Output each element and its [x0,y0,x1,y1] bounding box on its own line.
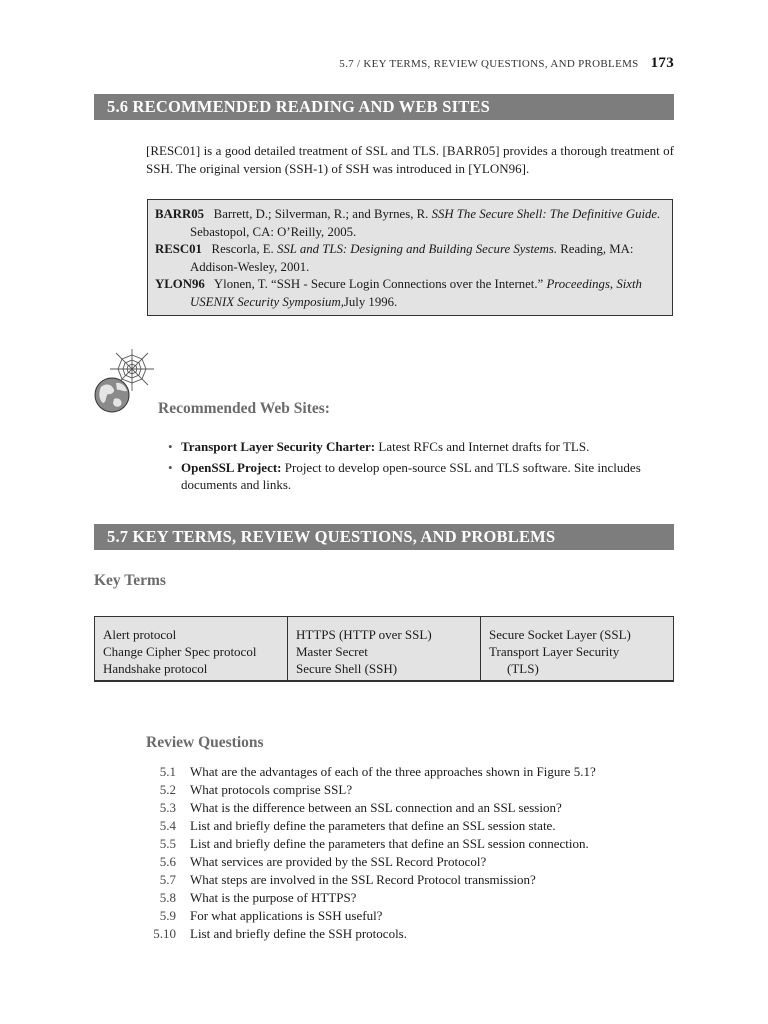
review-questions-heading: Review Questions [146,734,264,751]
section-5-7-heading: 5.7 KEY TERMS, REVIEW QUESTIONS, AND PROBLEMS [94,524,674,550]
reference-title: Proceedings, Sixth USENIX Security Symposium, [190,277,642,309]
reference-authors: Rescorla, E. [211,242,274,256]
question-number: 5.8 [159,890,176,905]
review-questions-list [146,763,674,943]
list-item [168,438,675,456]
reference-rest: Sebastopol, CA: O’Reilly, 2005. [190,224,357,239]
section-5-6-heading: 5.6 RECOMMENDED READING AND WEB SITES [94,94,674,120]
bullet-icon: • [168,459,173,475]
key-term: HTTPS (HTTP over SSL) [296,627,432,642]
reference-item [155,206,664,241]
question-text: For what applications is SSH useful? [190,908,383,923]
list-item [146,817,674,835]
question-text: What protocols comprise SSL? [190,782,353,797]
question-number: 5.9 [159,908,176,923]
page-number: 173 [650,55,674,71]
question-text: What services are provided by the SSL Record Protocol? [190,854,487,869]
list-item [146,925,674,943]
key-terms-column [95,617,288,680]
question-text: List and briefly define the SSH protocols. [190,926,407,941]
question-number: 5.2 [159,782,176,797]
key-term: Transport Layer Security [489,644,620,659]
list-item [146,907,674,925]
key-terms-heading: Key Terms [94,572,166,589]
key-term: Alert protocol [103,627,177,642]
site-name: Transport Layer Security Charter: [181,439,376,454]
question-text: List and briefly define the parameters that define an SSL session connection. [190,836,589,851]
key-term: (TLS) [507,661,539,676]
list-item [168,459,675,494]
running-head-text: 5.7 / KEY TERMS, REVIEW QUESTIONS, AND PROBLEMS [339,58,639,70]
running-head [0,55,674,72]
reading-intro: [RESC01] is a good detailed treatment of SSL and TLS. [BARR05] provides a thorough treatment of SSH. The original version (SSH-1) of SSH was introduced in [YLON96]. [146,143,674,176]
reference-key: BARR05 [155,207,205,221]
reference-authors: Ylonen, T. “SSH - Secure Login Connections over the Internet.” [213,277,544,291]
key-term: Change Cipher Spec protocol [103,644,257,659]
site-description: Latest RFCs and Internet drafts for TLS. [378,439,590,454]
question-number: 5.1 [159,764,176,779]
site-name: OpenSSL Project: [181,459,282,475]
reference-title: SSL and TLS: Designing and Building Secure Systems. [276,242,558,256]
key-term: Master Secret [296,644,368,659]
key-terms-column [288,617,481,680]
reference-key: YLON96 [155,277,205,291]
list-item [146,835,674,853]
question-text: What is the purpose of HTTPS? [190,890,357,905]
key-terms-table [94,616,674,682]
web-sites-heading: Recommended Web Sites: [158,400,330,417]
bullet-icon: • [168,439,173,454]
reference-key: RESC01 [155,242,202,256]
question-number: 5.3 [159,800,176,815]
list-item [146,889,674,907]
list-item [146,799,674,817]
question-number: 5.6 [159,854,176,869]
key-term: Secure Shell (SSH) [296,661,398,676]
question-number: 5.4 [159,818,176,833]
reference-item [155,276,664,311]
web-sites-list [168,438,675,497]
question-text: What steps are involved in the SSL Record Protocol transmission? [190,872,536,887]
list-item [146,763,674,781]
key-terms-column [481,617,673,680]
list-item [146,871,674,889]
question-text: What is the difference between an SSL connection and an SSL session? [190,800,562,815]
question-text: List and briefly define the parameters that define an SSL session state. [190,818,556,833]
reference-rest: July 1996. [343,294,398,309]
globe-web-icon [92,347,162,417]
list-item [146,853,674,871]
reference-authors: Barrett, D.; Silverman, R.; and Byrnes, R. [213,207,429,221]
reference-rest: Reading, MA: Addison-Wesley, 2001. [190,242,634,274]
key-term: Secure Socket Layer (SSL) [489,627,631,642]
key-term: Handshake protocol [103,661,208,676]
reference-title: SSH The Secure Shell: The Definitive Guide. [431,207,661,221]
site-description: Project to develop open-source SSL and TLS software. Site includes documents and links. [181,459,641,492]
question-number: 5.7 [159,872,176,887]
question-number: 5.5 [159,836,176,851]
question-text: What are the advantages of each of the three approaches shown in Figure 5.1? [190,764,596,779]
list-item [146,781,674,799]
question-number: 5.10 [153,926,176,941]
reference-item [155,241,664,276]
references-box [147,199,673,316]
